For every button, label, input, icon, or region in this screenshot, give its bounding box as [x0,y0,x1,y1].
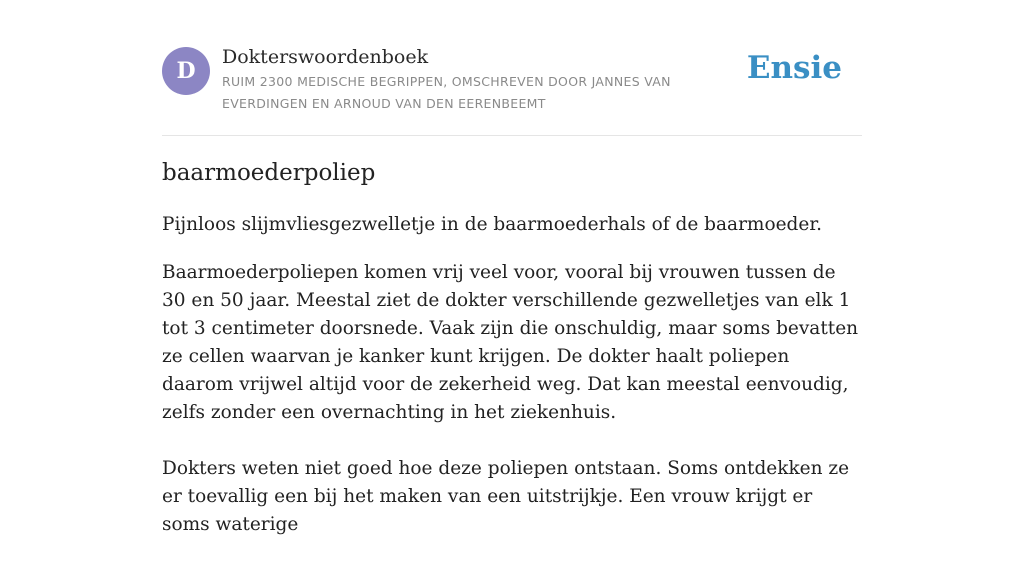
entry-term: baarmoederpoliep [162,160,376,186]
entry-body [162,259,862,567]
content-container [162,0,862,535]
dictionary-subtitle: RUIM 2300 MEDISCHE BEGRIPPEN, OMSCHREVEN DOOR JANNES VAN EVERDINGEN EN ARNOUD VAN DEN EERENBEEMT [222,74,671,111]
ensie-logo[interactable]: Ensie [746,50,842,86]
entry-paragraph: Baarmoederpoliepen komen vrij veel voor, vooral bij vrouwen tussen de 30 en 50 jaar. Meestal ziet de dokter verschillende gezwelletjes van elk 1 tot 3 centimeter doorsnede. Vaak zijn die onschuldig, maar soms bevatten ze cellen waarvan je kanker kunt krijgen. De dokter haalt poliepen daarom vrijwel altijd voor de zekerheid weg. Dat kan meestal eenvoudig, zelfs zonder een overnachting in het ziekenhuis. [162,262,859,423]
entry-definition: Pijnloos slijmvliesgezwelletje in de baarmoederhals of de baarmoeder. [162,214,823,235]
header [162,0,862,136]
dictionary-title[interactable]: Dokterswoordenboek [222,46,429,68]
entry-paragraph: Dokters weten niet goed hoe deze poliepen ontstaan. Soms ontdekken ze er toevallig een bij het maken van een uitstrijkje. Een vrouw krijgt er soms waterige [162,458,850,535]
dictionary-avatar[interactable]: D [162,47,210,95]
